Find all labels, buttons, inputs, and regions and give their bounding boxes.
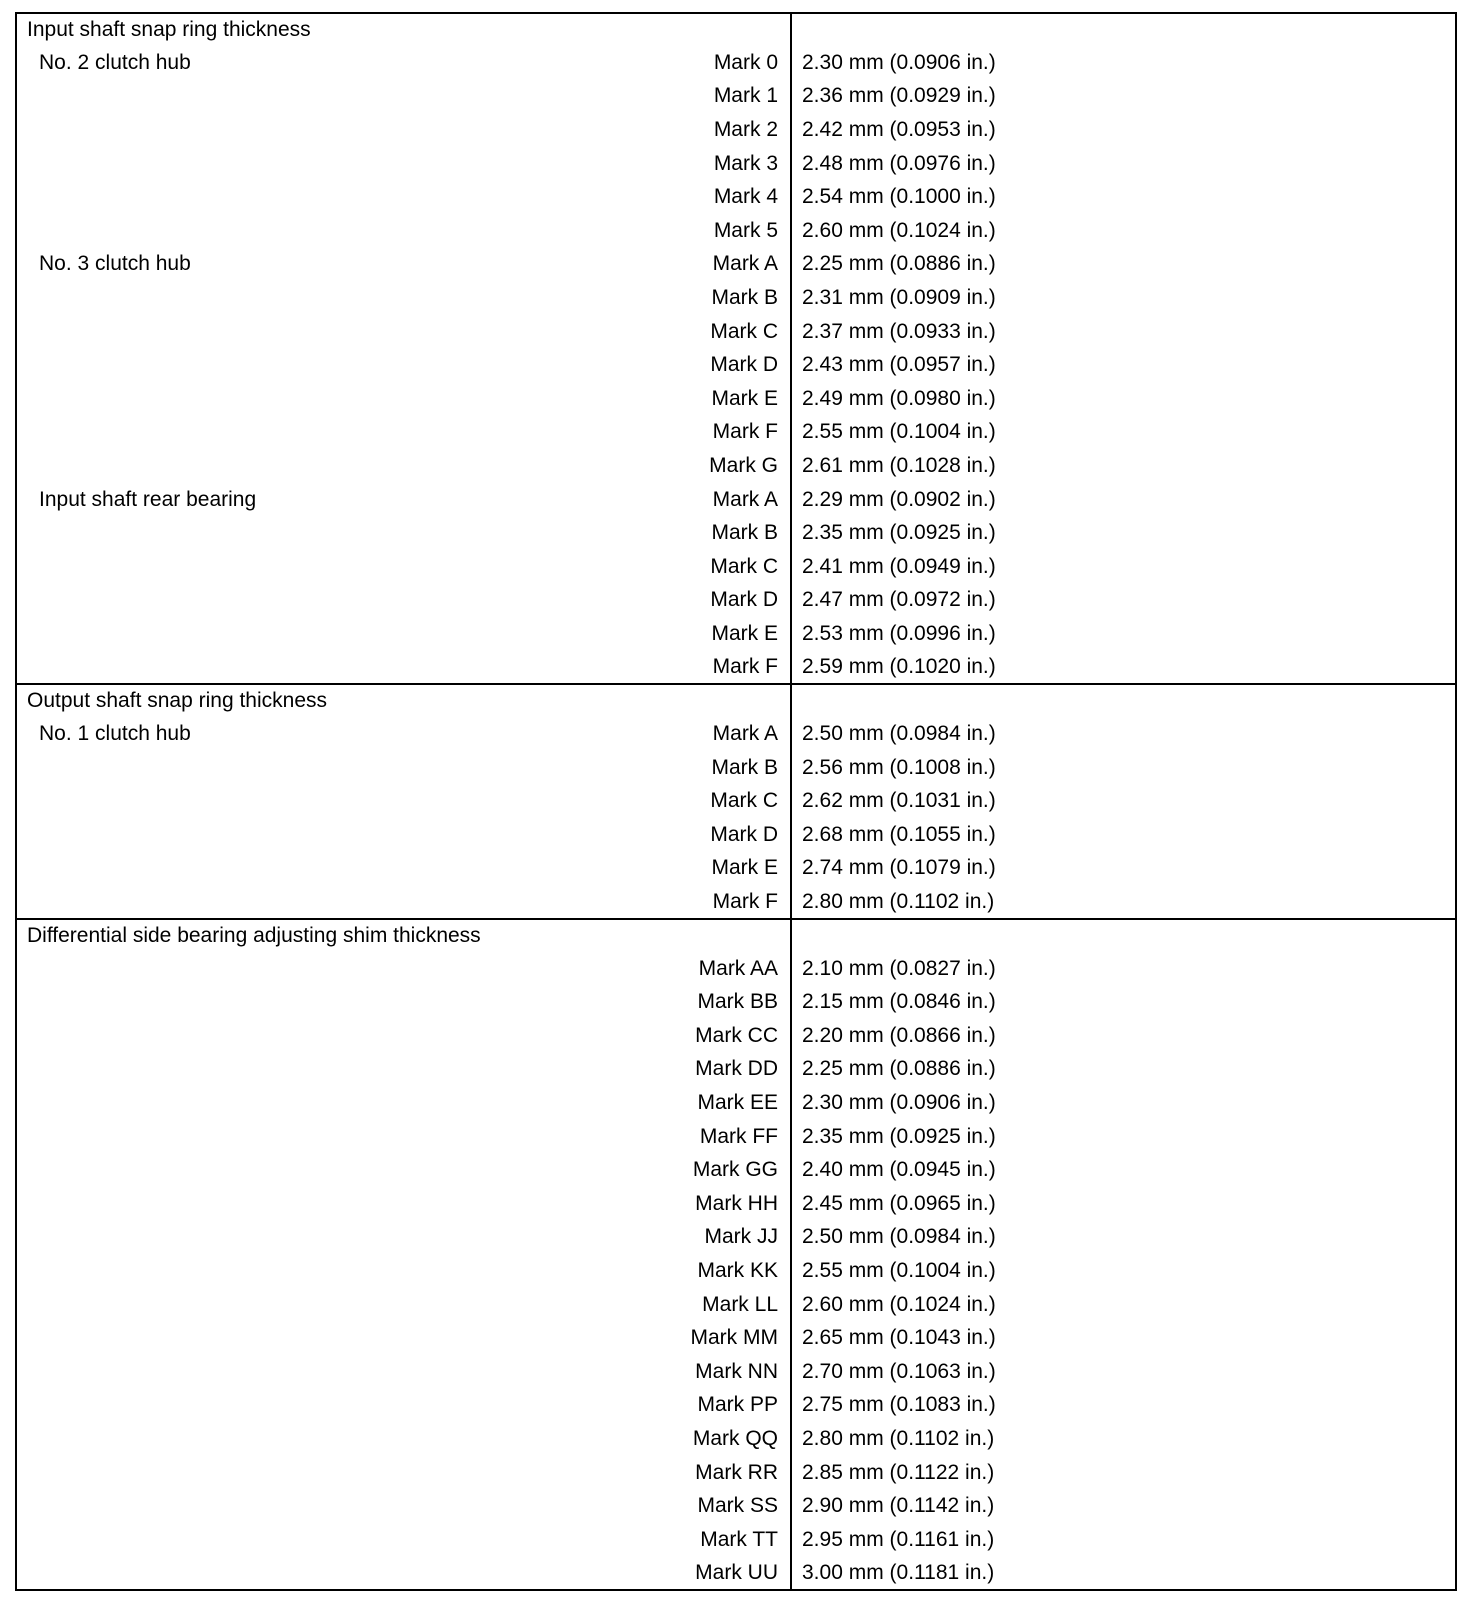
value-cell (791, 1355, 1456, 1389)
value-cell (791, 1523, 1456, 1557)
thickness-value: 2.36 mm (0.0929 in.) (802, 84, 996, 108)
thickness-value: 2.60 mm (0.1024 in.) (802, 218, 996, 242)
value-cell (791, 1321, 1456, 1355)
thickness-value: 2.55 mm (0.1004 in.) (802, 1258, 996, 1282)
thickness-value: 2.68 mm (0.1055 in.) (802, 822, 996, 846)
table-row (16, 1456, 1456, 1490)
mark-cell (16, 751, 791, 785)
section-value-cell (791, 13, 1456, 46)
thickness-value: 2.20 mm (0.0866 in.) (802, 1023, 996, 1047)
table-row (16, 382, 1456, 416)
value-cell (791, 717, 1456, 751)
thickness-value: 2.35 mm (0.0925 in.) (802, 1124, 996, 1148)
value-cell (791, 80, 1456, 114)
thickness-value: 3.00 mm (0.1181 in.) (802, 1560, 995, 1584)
mark-label: Mark KK (697, 1258, 778, 1282)
section-header-row (16, 919, 1456, 952)
mark-label: Mark F (712, 420, 778, 444)
table-row (16, 80, 1456, 114)
section-header-row (16, 13, 1456, 46)
table-row (16, 1489, 1456, 1523)
mark-label: Mark FF (699, 1124, 778, 1148)
table-row (16, 281, 1456, 315)
value-cell (791, 315, 1456, 349)
mark-cell (16, 483, 791, 517)
thickness-value: 2.25 mm (0.0886 in.) (802, 252, 996, 276)
thickness-value: 2.54 mm (0.1000 in.) (802, 185, 996, 209)
mark-label: Mark D (710, 588, 778, 612)
section-header-row (16, 684, 1456, 717)
mark-cell (16, 651, 791, 685)
thickness-value: 2.80 mm (0.1102 in.) (802, 1426, 995, 1450)
mark-cell (16, 1053, 791, 1087)
value-cell (791, 784, 1456, 818)
mark-cell (16, 1221, 791, 1255)
thickness-value: 2.25 mm (0.0886 in.) (802, 1057, 996, 1081)
mark-label: Mark E (711, 856, 778, 880)
section-title-cell (16, 919, 791, 952)
thickness-value: 2.60 mm (0.1024 in.) (802, 1292, 996, 1316)
mark-cell (16, 1288, 791, 1322)
value-cell (791, 852, 1456, 886)
mark-cell (16, 449, 791, 483)
mark-label: Mark SS (697, 1494, 778, 1518)
value-cell (791, 248, 1456, 282)
value-cell (791, 584, 1456, 618)
value-cell (791, 751, 1456, 785)
mark-label: Mark QQ (692, 1426, 778, 1450)
value-cell (791, 348, 1456, 382)
value-cell (791, 1187, 1456, 1221)
thickness-value: 2.47 mm (0.0972 in.) (802, 588, 996, 612)
table-row (16, 483, 1456, 517)
mark-label: Mark D (710, 353, 778, 377)
value-cell (791, 952, 1456, 986)
mark-label: Mark 5 (713, 218, 778, 242)
mark-cell (16, 852, 791, 886)
group-label: Input shaft rear bearing (39, 487, 257, 511)
mark-label: Mark 2 (713, 117, 778, 141)
mark-cell (16, 382, 791, 416)
table-row (16, 885, 1456, 919)
value-cell (791, 818, 1456, 852)
table-row (16, 952, 1456, 986)
mark-cell (16, 617, 791, 651)
table-row (16, 1254, 1456, 1288)
group-label: No. 1 clutch hub (39, 722, 191, 746)
table-row (16, 1187, 1456, 1221)
thickness-value: 2.10 mm (0.0827 in.) (802, 956, 996, 980)
mark-cell (16, 248, 791, 282)
mark-cell (16, 1489, 791, 1523)
table-row (16, 651, 1456, 685)
mark-label: Mark 0 (713, 50, 778, 74)
thickness-value: 2.48 mm (0.0976 in.) (802, 151, 996, 175)
table-row (16, 1221, 1456, 1255)
thickness-value: 2.85 mm (0.1122 in.) (802, 1460, 995, 1484)
mark-label: Mark 1 (713, 84, 778, 108)
value-cell (791, 1288, 1456, 1322)
thickness-value: 2.53 mm (0.0996 in.) (802, 621, 996, 645)
table-row (16, 1019, 1456, 1053)
thickness-value: 2.95 mm (0.1161 in.) (802, 1527, 995, 1551)
mark-label: Mark UU (695, 1560, 778, 1584)
value-cell (791, 1422, 1456, 1456)
mark-label: Mark CC (695, 1023, 778, 1047)
thickness-value: 2.42 mm (0.0953 in.) (802, 117, 996, 141)
value-cell (791, 1254, 1456, 1288)
value-cell (791, 382, 1456, 416)
value-cell (791, 46, 1456, 80)
table-row (16, 1321, 1456, 1355)
table-row (16, 147, 1456, 181)
thickness-value: 2.50 mm (0.0984 in.) (802, 722, 996, 746)
value-cell (791, 1120, 1456, 1154)
mark-label: Mark AA (698, 956, 778, 980)
table-row (16, 214, 1456, 248)
table-row (16, 449, 1456, 483)
thickness-value: 2.35 mm (0.0925 in.) (802, 521, 996, 545)
value-cell (791, 147, 1456, 181)
table-row (16, 516, 1456, 550)
mark-cell (16, 1456, 791, 1490)
mark-label: Mark C (710, 789, 778, 813)
thickness-value: 2.59 mm (0.1020 in.) (802, 654, 996, 678)
mark-cell (16, 818, 791, 852)
thickness-value: 2.90 mm (0.1142 in.) (802, 1494, 995, 1518)
section-title: Differential side bearing adjusting shim thickness (27, 923, 481, 947)
table-row (16, 416, 1456, 450)
thickness-value: 2.15 mm (0.0846 in.) (802, 990, 996, 1014)
thickness-value: 2.45 mm (0.0965 in.) (802, 1191, 996, 1215)
mark-cell (16, 315, 791, 349)
value-cell (791, 1086, 1456, 1120)
thickness-value: 2.61 mm (0.1028 in.) (802, 453, 996, 477)
table-row (16, 1053, 1456, 1087)
table-row (16, 1153, 1456, 1187)
mark-label: Mark C (710, 554, 778, 578)
mark-label: Mark B (711, 755, 778, 779)
group-label: No. 3 clutch hub (39, 252, 191, 276)
mark-cell (16, 516, 791, 550)
mark-label: Mark TT (700, 1527, 778, 1551)
mark-label: Mark 4 (713, 185, 778, 209)
mark-cell (16, 1019, 791, 1053)
table-row (16, 1389, 1456, 1423)
value-cell (791, 281, 1456, 315)
mark-cell (16, 147, 791, 181)
thickness-value: 2.31 mm (0.0909 in.) (802, 285, 996, 309)
thickness-value: 2.50 mm (0.0984 in.) (802, 1225, 996, 1249)
mark-label: Mark B (711, 285, 778, 309)
mark-cell (16, 985, 791, 1019)
mark-label: Mark BB (697, 990, 778, 1014)
value-cell (791, 617, 1456, 651)
thickness-value: 2.43 mm (0.0957 in.) (802, 353, 996, 377)
table-row (16, 1288, 1456, 1322)
mark-label: Mark E (711, 621, 778, 645)
mark-cell (16, 952, 791, 986)
table-row (16, 985, 1456, 1019)
thickness-value: 2.40 mm (0.0945 in.) (802, 1158, 996, 1182)
thickness-value: 2.29 mm (0.0902 in.) (802, 487, 996, 511)
value-cell (791, 516, 1456, 550)
mark-cell (16, 113, 791, 147)
section-title-cell (16, 684, 791, 717)
table-row (16, 1422, 1456, 1456)
table-row (16, 784, 1456, 818)
thickness-value: 2.30 mm (0.0906 in.) (802, 1091, 996, 1115)
table-row (16, 1557, 1456, 1591)
mark-cell (16, 784, 791, 818)
mark-cell (16, 1153, 791, 1187)
table-row (16, 584, 1456, 618)
thickness-value: 2.37 mm (0.0933 in.) (802, 319, 996, 343)
mark-label: Mark 3 (713, 151, 778, 175)
thickness-value: 2.41 mm (0.0949 in.) (802, 554, 996, 578)
spec-table (15, 12, 1457, 1591)
mark-label: Mark F (712, 654, 778, 678)
mark-cell (16, 1321, 791, 1355)
mark-label: Mark E (711, 386, 778, 410)
mark-cell (16, 717, 791, 751)
value-cell (791, 1153, 1456, 1187)
thickness-value: 2.55 mm (0.1004 in.) (802, 420, 996, 444)
thickness-value: 2.74 mm (0.1079 in.) (802, 856, 996, 880)
value-cell (791, 1019, 1456, 1053)
mark-label: Mark PP (697, 1393, 778, 1417)
mark-cell (16, 1120, 791, 1154)
value-cell (791, 651, 1456, 685)
mark-label: Mark NN (695, 1359, 778, 1383)
thickness-value: 2.62 mm (0.1031 in.) (802, 789, 996, 813)
mark-cell (16, 885, 791, 919)
table-row (16, 617, 1456, 651)
table-row (16, 751, 1456, 785)
thickness-value: 2.49 mm (0.0980 in.) (802, 386, 996, 410)
thickness-value: 2.70 mm (0.1063 in.) (802, 1359, 996, 1383)
value-cell (791, 113, 1456, 147)
mark-label: Mark A (712, 252, 778, 276)
value-cell (791, 214, 1456, 248)
section-title-cell (16, 13, 791, 46)
mark-label: Mark D (710, 822, 778, 846)
table-row (16, 180, 1456, 214)
mark-label: Mark MM (690, 1326, 778, 1350)
value-cell (791, 1053, 1456, 1087)
mark-label: Mark DD (695, 1057, 778, 1081)
mark-label: Mark B (711, 521, 778, 545)
mark-cell (16, 80, 791, 114)
section-title: Input shaft snap ring thickness (27, 18, 311, 41)
value-cell (791, 550, 1456, 584)
value-cell (791, 1489, 1456, 1523)
mark-label: Mark F (712, 889, 778, 913)
group-label: No. 2 clutch hub (39, 50, 191, 74)
mark-cell (16, 1523, 791, 1557)
mark-label: Mark JJ (704, 1225, 778, 1249)
mark-cell (16, 348, 791, 382)
mark-label: Mark C (710, 319, 778, 343)
value-cell (791, 483, 1456, 517)
table-row (16, 113, 1456, 147)
mark-cell (16, 550, 791, 584)
table-row (16, 818, 1456, 852)
value-cell (791, 885, 1456, 919)
value-cell (791, 180, 1456, 214)
mark-label: Mark G (709, 453, 778, 477)
value-cell (791, 985, 1456, 1019)
mark-cell (16, 1254, 791, 1288)
thickness-value: 2.56 mm (0.1008 in.) (802, 755, 996, 779)
value-cell (791, 1557, 1456, 1591)
mark-label: Mark A (712, 722, 778, 746)
table-row (16, 717, 1456, 751)
spec-table-body (16, 13, 1456, 1590)
thickness-value: 2.65 mm (0.1043 in.) (802, 1326, 996, 1350)
value-cell (791, 1221, 1456, 1255)
mark-cell (16, 416, 791, 450)
mark-cell (16, 1422, 791, 1456)
mark-cell (16, 584, 791, 618)
section-value-cell (791, 919, 1456, 952)
mark-cell (16, 180, 791, 214)
section-value-cell (791, 684, 1456, 717)
value-cell (791, 1389, 1456, 1423)
value-cell (791, 416, 1456, 450)
mark-cell (16, 1557, 791, 1591)
mark-cell (16, 1086, 791, 1120)
thickness-value: 2.80 mm (0.1102 in.) (802, 889, 995, 913)
value-cell (791, 449, 1456, 483)
mark-cell (16, 1187, 791, 1221)
section-title: Output shaft snap ring thickness (27, 689, 327, 713)
table-row (16, 550, 1456, 584)
table-row (16, 248, 1456, 282)
thickness-value: 2.75 mm (0.1083 in.) (802, 1393, 996, 1417)
mark-cell (16, 214, 791, 248)
mark-cell (16, 1355, 791, 1389)
table-row (16, 1355, 1456, 1389)
mark-cell (16, 1389, 791, 1423)
mark-label: Mark A (712, 487, 778, 511)
table-row (16, 1120, 1456, 1154)
mark-cell (16, 281, 791, 315)
mark-label: Mark EE (697, 1091, 778, 1115)
mark-cell (16, 46, 791, 80)
mark-label: Mark GG (692, 1158, 778, 1182)
value-cell (791, 1456, 1456, 1490)
thickness-value: 2.30 mm (0.0906 in.) (802, 50, 996, 74)
mark-label: Mark HH (695, 1191, 778, 1215)
table-row (16, 315, 1456, 349)
mark-label: Mark LL (702, 1292, 778, 1316)
table-row (16, 1523, 1456, 1557)
table-row (16, 348, 1456, 382)
mark-label: Mark RR (695, 1460, 778, 1484)
table-row (16, 1086, 1456, 1120)
table-row (16, 852, 1456, 886)
table-row (16, 46, 1456, 80)
